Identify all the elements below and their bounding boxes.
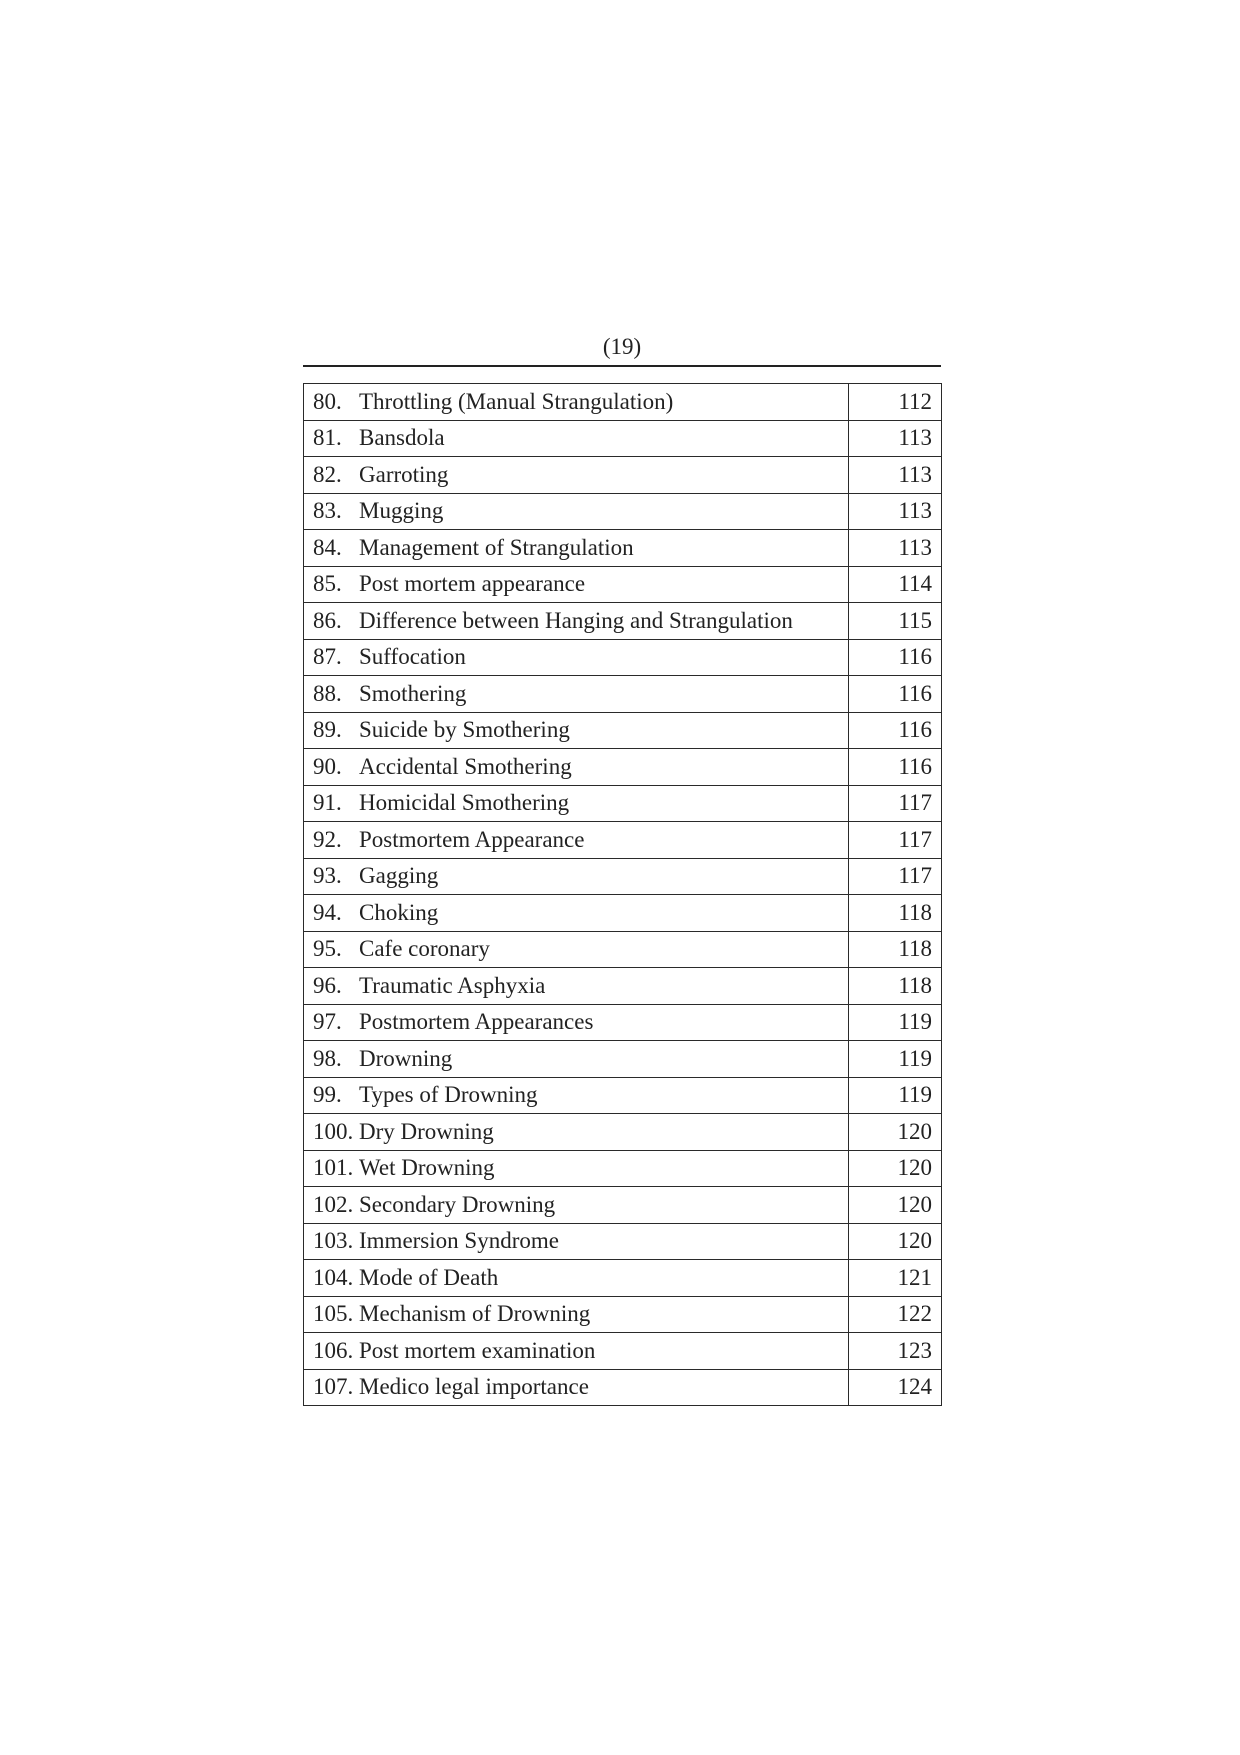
table-row — [304, 603, 942, 640]
table-row — [304, 968, 942, 1005]
page-number-cell: 117 — [849, 785, 942, 822]
entry-title: Drowning — [359, 1045, 453, 1071]
topic-cell — [304, 493, 849, 530]
entry-number: 92. — [313, 826, 342, 852]
table-row — [304, 1150, 942, 1187]
page-number-cell: 124 — [849, 1369, 942, 1406]
page-number-cell: 116 — [849, 639, 942, 676]
page-number-cell: 120 — [849, 1114, 942, 1151]
entry-title: Postmortem Appearances — [359, 1009, 594, 1035]
topic-cell — [304, 603, 849, 640]
topic-cell — [304, 749, 849, 786]
page-number-cell: 121 — [849, 1260, 942, 1297]
entry-number: 81. — [313, 425, 342, 451]
table-row — [304, 1004, 942, 1041]
entry-number: 90. — [313, 753, 342, 779]
header-rule — [303, 365, 941, 367]
entry-title: Homicidal Smothering — [359, 790, 570, 816]
entry-number: 80. — [313, 388, 342, 414]
topic-cell — [304, 1333, 849, 1370]
table-row — [304, 384, 942, 421]
table-row — [304, 639, 942, 676]
entry-number: 95. — [313, 936, 342, 962]
entry-number: 106. — [313, 1337, 354, 1363]
topic-cell — [304, 457, 849, 494]
topic-cell — [304, 1187, 849, 1224]
entry-number: 88. — [313, 680, 342, 706]
table-row — [304, 1333, 942, 1370]
entry-number: 103. — [313, 1228, 354, 1254]
topic-cell — [304, 420, 849, 457]
entry-title: Mechanism of Drowning — [359, 1301, 591, 1327]
entry-number: 85. — [313, 571, 342, 597]
entry-title: Immersion Syndrome — [359, 1228, 559, 1254]
table-row — [304, 530, 942, 567]
topic-cell — [304, 384, 849, 421]
page-number-cell: 116 — [849, 749, 942, 786]
topic-cell — [304, 858, 849, 895]
topic-cell — [304, 566, 849, 603]
entry-number: 86. — [313, 607, 342, 633]
page-number: (19) — [602, 334, 642, 359]
entry-number: 102. — [313, 1191, 354, 1217]
entry-number: 97. — [313, 1009, 342, 1035]
entry-number: 98. — [313, 1045, 342, 1071]
entry-title: Post mortem appearance — [359, 571, 586, 597]
page-number-cell: 112 — [849, 384, 942, 421]
page-number-cell: 120 — [849, 1223, 942, 1260]
table-row — [304, 420, 942, 457]
entry-title: Suffocation — [359, 644, 466, 670]
entry-number: 89. — [313, 717, 342, 743]
topic-cell — [304, 1114, 849, 1151]
topic-cell — [304, 1369, 849, 1406]
topic-cell — [304, 676, 849, 713]
entry-title: Choking — [359, 899, 439, 925]
table-row — [304, 1187, 942, 1224]
entry-title: Wet Drowning — [359, 1155, 495, 1181]
entry-number: 101. — [313, 1155, 354, 1181]
page-number-cell: 113 — [849, 420, 942, 457]
topic-cell — [304, 1041, 849, 1078]
topic-cell — [304, 1150, 849, 1187]
entry-title: Management of Strangulation — [359, 534, 634, 560]
topic-cell — [304, 968, 849, 1005]
entry-title: Garroting — [359, 461, 449, 487]
entry-title: Traumatic Asphyxia — [359, 972, 546, 998]
page-number-cell: 119 — [849, 1077, 942, 1114]
page-number-cell: 116 — [849, 712, 942, 749]
entry-number: 91. — [313, 790, 342, 816]
entry-title: Mode of Death — [359, 1264, 499, 1290]
page-number-cell: 113 — [849, 457, 942, 494]
entry-number: 99. — [313, 1082, 342, 1108]
page-number-cell: 113 — [849, 493, 942, 530]
entry-number: 94. — [313, 899, 342, 925]
table-row — [304, 676, 942, 713]
entry-title: Bansdola — [359, 425, 445, 451]
entry-title: Postmortem Appearance — [359, 826, 585, 852]
entry-title: Mugging — [359, 498, 444, 524]
table-row — [304, 712, 942, 749]
entry-title: Accidental Smothering — [359, 753, 572, 779]
entry-title: Gagging — [359, 863, 439, 889]
entry-number: 84. — [313, 534, 342, 560]
page-number-cell: 113 — [849, 530, 942, 567]
page-number-cell: 118 — [849, 931, 942, 968]
entry-number: 83. — [313, 498, 342, 524]
entry-number: 107. — [313, 1374, 354, 1400]
page-number-cell: 115 — [849, 603, 942, 640]
table-row — [304, 493, 942, 530]
entry-title: Dry Drowning — [359, 1118, 494, 1144]
topic-cell — [304, 895, 849, 932]
topic-cell — [304, 712, 849, 749]
table-row — [304, 457, 942, 494]
table-row — [304, 1114, 942, 1151]
contents-table — [303, 383, 942, 1406]
table-row — [304, 895, 942, 932]
topic-cell — [304, 1296, 849, 1333]
topic-cell — [304, 931, 849, 968]
page-number-cell: 120 — [849, 1187, 942, 1224]
entry-number: 87. — [313, 644, 342, 670]
page-number-cell: 116 — [849, 676, 942, 713]
topic-cell — [304, 1077, 849, 1114]
topic-cell — [304, 822, 849, 859]
contents-table-body — [304, 384, 942, 1406]
entry-number: 104. — [313, 1264, 354, 1290]
page-number-cell: 114 — [849, 566, 942, 603]
table-row — [304, 858, 942, 895]
entry-title: Suicide by Smothering — [359, 717, 570, 743]
entry-title: Throttling (Manual Strangulation) — [359, 388, 674, 414]
entry-number: 96. — [313, 972, 342, 998]
table-row — [304, 566, 942, 603]
entry-number: 100. — [313, 1118, 354, 1144]
topic-cell — [304, 530, 849, 567]
table-row — [304, 1260, 942, 1297]
page-number-cell: 118 — [849, 968, 942, 1005]
topic-cell — [304, 639, 849, 676]
entry-title: Difference between Hanging and Strangulation — [359, 607, 793, 633]
topic-cell — [304, 1260, 849, 1297]
table-row — [304, 822, 942, 859]
page-number-cell: 119 — [849, 1004, 942, 1041]
page-number-cell: 122 — [849, 1296, 942, 1333]
page-number-cell: 118 — [849, 895, 942, 932]
entry-title: Cafe coronary — [359, 936, 490, 962]
page-number-cell: 117 — [849, 858, 942, 895]
page-number-cell: 117 — [849, 822, 942, 859]
topic-cell — [304, 1223, 849, 1260]
table-row — [304, 1223, 942, 1260]
page-number-cell: 120 — [849, 1150, 942, 1187]
entry-title: Post mortem examination — [359, 1337, 596, 1363]
entry-title: Smothering — [359, 680, 467, 706]
table-row — [304, 931, 942, 968]
entry-number: 93. — [313, 863, 342, 889]
entry-title: Secondary Drowning — [359, 1191, 556, 1217]
entry-number: 105. — [313, 1301, 354, 1327]
topic-cell — [304, 785, 849, 822]
table-row — [304, 785, 942, 822]
entry-title: Types of Drowning — [359, 1082, 538, 1108]
entry-title: Medico legal importance — [359, 1374, 589, 1400]
page-number-cell: 119 — [849, 1041, 942, 1078]
page-number-cell: 123 — [849, 1333, 942, 1370]
entry-number: 82. — [313, 461, 342, 487]
table-row — [304, 1369, 942, 1406]
table-row — [304, 1077, 942, 1114]
topic-cell — [304, 1004, 849, 1041]
table-row — [304, 1296, 942, 1333]
table-row — [304, 749, 942, 786]
table-row — [304, 1041, 942, 1078]
